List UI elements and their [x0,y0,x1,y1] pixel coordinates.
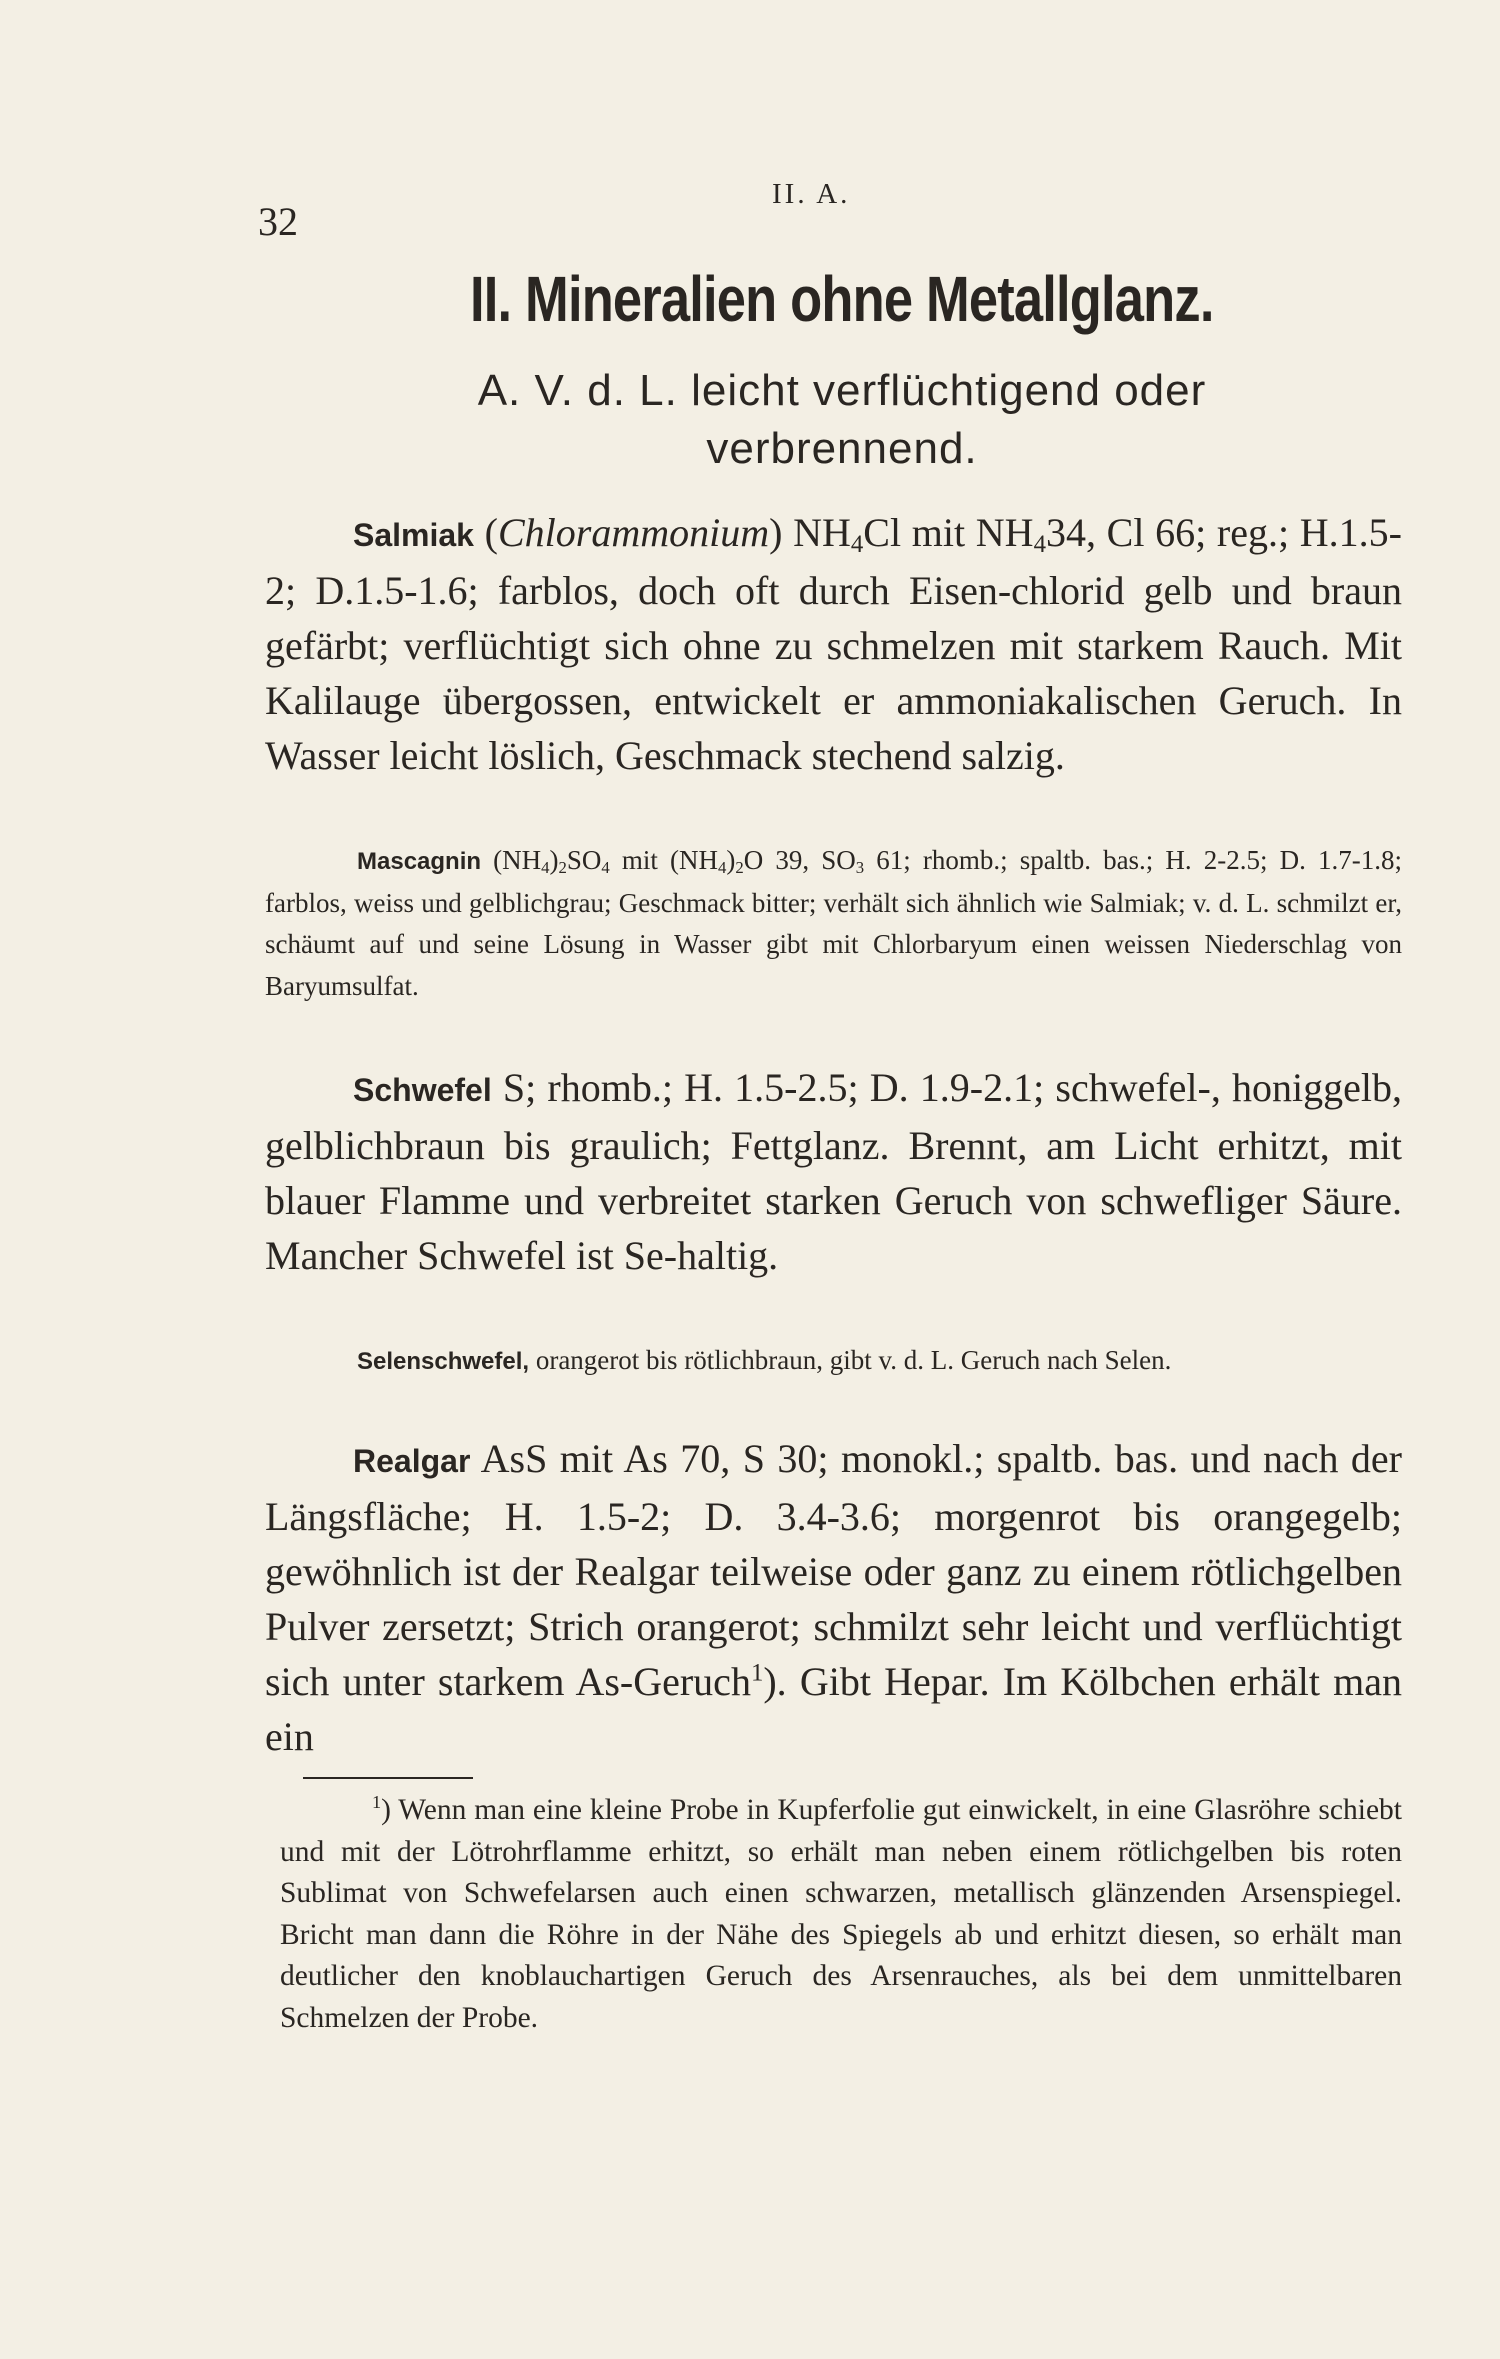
subsection-title-line2: verbrennend. [706,424,978,473]
term-schwefel: Schwefel [353,1072,492,1108]
term-selenschwefel: Selenschwefel, [357,1348,530,1375]
term-realgar: Realgar [353,1443,471,1479]
footnote-text: ) Wenn man eine kleine Probe in Kupferfolie gut einwickelt, in eine Glasröhre schiebt und mit der Lötrohrflamme erhitzt, so erhält man neben einem rötlichgelben bis roten Sublimat von Schwefelarsen auch einen schwarzen, metallisch glänzenden Arsenspiegel. Bricht man dann die Röhre in der Nähe des Spiegels ab und erhitzt diesen, so erhält man deutlicher den knoblauchartigen Geruch des Arsenrauches, als bei dem unmittelbaren Schmelzen der Probe. [280,1794,1402,2034]
section-title: II. Mineralien ohne Metallglanz. [470,263,1214,335]
term-salmiak: Salmiak [353,517,474,553]
running-head: II. A. [772,178,851,210]
footnote-rule [303,1777,473,1779]
footnote-reference: 1 [750,1659,764,1687]
entry-schwefel: Schwefel S; rhomb.; H. 1.5-2.5; D. 1.9-2.1; schwefel-, honiggelb, gelblichbraun bis graulich; Fettglanz. Brennt, am Licht erhitzt, mit blauer Flamme und verbreitet starken Geruch von schwefliger Säure. Mancher Schwefel ist Se-haltig. [265,1065,1402,1278]
entry-realgar: Realgar AsS mit As 70, S 30; monokl.; spaltb. bas. und nach der Längsfläche; H. 1.5-2; D. 3.4-3.6; morgenrot bis orangegelb; gewöhnlich ist der Realgar teilweise oder ganz zu einem rötlichgelben Pulver zersetzt; Strich orangerot; schmilzt sehr leicht und verflüchtigt sich unter starkem As-Geruch$^1$). Gibt Hepar. Im Kölbchen erhält man ein [265,1436,1402,1759]
page-number: 32 [258,199,298,244]
footnote [280,1790,1402,2039]
subsection-title-line1: A. V. d. L. leicht verflüchtigend oder [477,366,1207,415]
entry-selenschwefel: Selenschwefel, orangerot bis rötlichbraun, gibt v. d. L. Geruch nach Selen. [357,1345,1172,1375]
term-mascagnin: Mascagnin [357,848,482,875]
entry-salmiak: Salmiak (Chlorammonium) $NH_4Cl$ mit $NH_434$, Cl 66; reg.; H.1.5-2; D.1.5-1.6; farblos, doch oft durch Eisen-chlorid gelb und braun gefärbt; verflüchtigt sich ohne zu schmelzen mit starkem Rauch. Mit Kalilauge übergossen, entwickelt er ammoniakalischen Geruch. In Wasser leicht löslich, Geschmack stechend salzig. [265,510,1402,778]
entry-mascagnin: Mascagnin $(NH_4)_2SO_4$ mit $(NH_4)_2O$ 39, $SO_3$ 61; rhomb.; spaltb. bas.; H. 2-2.5; D. 1.7-1.8; farblos, weiss und gelblichgrau; Geschmack bitter; verhält sich ähnlich wie Salmiak; v. d. L. schmilzt er, schäumt auf und seine Lösung in Wasser gibt mit Chlorbaryum einen weissen Niederschlag von Baryumsulfat. [265,845,1402,1001]
footnote-mark: 1 [372,1792,382,1813]
